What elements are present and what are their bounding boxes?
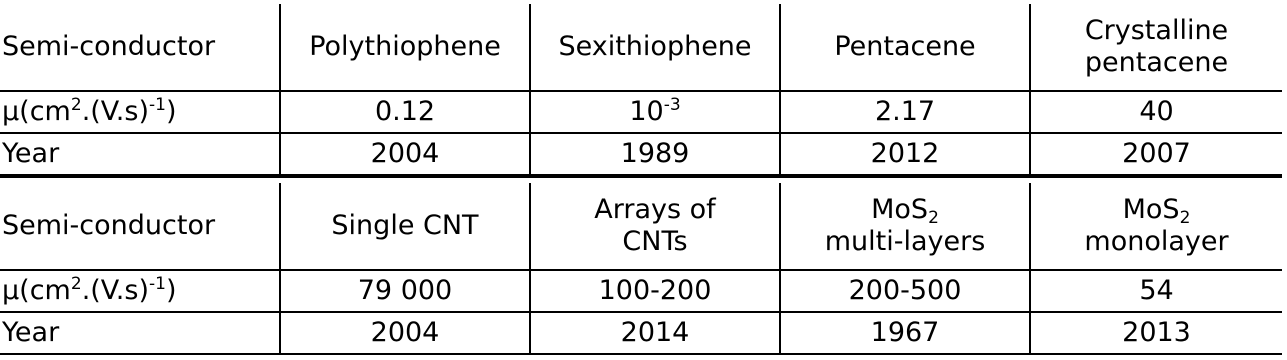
year-value: 2004 <box>280 312 530 354</box>
header-row <box>0 4 1282 91</box>
table-separator-rule <box>0 176 1282 178</box>
material-single-cnt: Single CNT <box>280 183 530 270</box>
mobility-row <box>0 91 1282 133</box>
material-mos2-monolayer: MoS$_2$ monolayer <box>1030 183 1282 270</box>
material-polythiophene: Polythiophene <box>280 4 530 91</box>
year-value: 1967 <box>780 312 1030 354</box>
year-row <box>0 312 1282 354</box>
year-value: 2013 <box>1030 312 1282 354</box>
mobility-value: 100-200 <box>530 270 780 312</box>
mobility-value: 40 <box>1030 91 1282 133</box>
material-arrays-of-cnts: Arrays of CNTs <box>530 183 780 270</box>
mobility-table-organic <box>0 4 1282 176</box>
mobility-value: 0.12 <box>280 91 530 133</box>
header-row <box>0 183 1282 270</box>
year-value: 2007 <box>1030 133 1282 175</box>
mobility-row <box>0 270 1282 312</box>
mobility-table-nanomaterials <box>0 183 1282 355</box>
year-row <box>0 133 1282 175</box>
row-label-year: Year <box>0 133 280 175</box>
material-mos2-multilayers: MoS$_2$ multi-layers <box>780 183 1030 270</box>
material-sexithiophene: Sexithiophene <box>530 4 780 91</box>
material-pentacene: Pentacene <box>780 4 1030 91</box>
mobility-value: 2.17 <box>780 91 1030 133</box>
year-value: 2014 <box>530 312 780 354</box>
row-label-year: Year <box>0 312 280 354</box>
year-value: 1989 <box>530 133 780 175</box>
row-label-semiconductor: Semi-conductor <box>2 210 216 242</box>
year-value: 2012 <box>780 133 1030 175</box>
mobility-value: 200-500 <box>780 270 1030 312</box>
mobility-value: 54 <box>1030 270 1282 312</box>
year-value: 2004 <box>280 133 530 175</box>
row-label-mobility: $\mu(cm^2.(V.s)^{-1})$ <box>0 270 280 312</box>
row-label-mobility: $\mu(cm^2.(V.s)^{-1})$ <box>0 91 280 133</box>
material-crystalline-pentacene: Crystalline pentacene <box>1030 4 1282 91</box>
row-label-semiconductor: Semi-conductor <box>2 31 216 63</box>
mobility-value: 79 000 <box>280 270 530 312</box>
mobility-value: $10^{-3}$ <box>530 91 780 133</box>
